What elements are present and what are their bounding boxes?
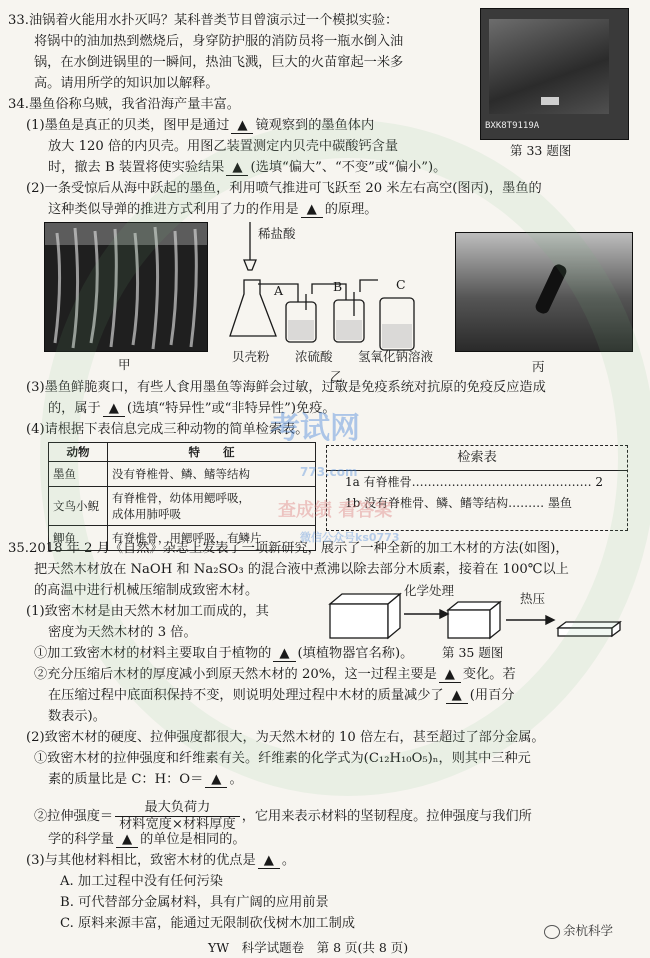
watermark-site: 考试网 xyxy=(270,411,360,446)
q35-option-b: B. 可代替部分金属材料，具有广阔的应用前景 xyxy=(60,895,329,910)
q35-d2-line2 xyxy=(48,829,246,850)
natural-wood-front xyxy=(330,604,388,638)
table-header-animal: 动物 xyxy=(49,443,108,462)
q35-c2-text-c: 在压缩过程中底面积保持不变，则说明处理过程中木材的质量减少了 xyxy=(48,688,444,703)
q34-p1-text-c: 时，撤去 B 装置将使实验结果 xyxy=(48,160,225,175)
q35-p2: (2)致密木材的硬度、拉伸强度都很大，为天然木材的 10 倍左右，甚至超过了部分金属。 xyxy=(26,730,545,745)
fig-yi-hcl-label: 稀盐酸 xyxy=(258,226,296,241)
watermark-wechat: 微信公众号ks0773 xyxy=(300,531,400,544)
q35-d1-text: 素的质量比是 C：H：O＝ xyxy=(48,772,204,787)
q35-p3 xyxy=(26,850,295,871)
fig-jia-label: 甲 xyxy=(118,357,131,372)
answer-blank: ▲ xyxy=(301,203,323,218)
q34-p3-line2 xyxy=(48,398,336,419)
q35-figure-caption: 第 35 题图 xyxy=(442,645,504,660)
q34-heading: 34.墨鱼俗称乌贼，我省沿海产量丰富。 xyxy=(8,97,240,112)
brand-badge xyxy=(544,920,613,941)
answer-blank: ▲ xyxy=(258,854,280,869)
q34-p1-text-a: (1)墨鱼是真正的贝类，图甲是通过 xyxy=(26,118,230,133)
q35-option-a: A. 加工过程中没有任何污染 xyxy=(60,874,223,889)
q35-c2-line1 xyxy=(34,664,516,685)
fig-jia-micrograph xyxy=(44,222,208,352)
q34-p1-text-b: 镜观察到的墨鱼体内 xyxy=(255,118,375,133)
key-line2-text: 1b 没有脊椎骨、鳞、鳍等结构 xyxy=(345,496,509,510)
q35-c2-text-b: 变化。若 xyxy=(462,667,516,682)
page-footer: YW 科学试题卷 第 8 页(共 8 页) xyxy=(208,940,409,955)
wood-process-figure xyxy=(324,590,626,646)
fig-bing-photo xyxy=(455,232,633,352)
q35-option-c: C. 原料来源丰富，能通过无限制砍伐树木加工制成 xyxy=(60,916,355,931)
q34-p1-line1 xyxy=(26,115,374,136)
table-cell-feature: 有脊椎骨，幼体用鳃呼吸， 成体用肺呼吸 xyxy=(108,487,316,526)
q35-p3-text: (3)与其他材料相比，致密木材的优点是 xyxy=(26,853,256,868)
squid-silhouette xyxy=(534,262,569,315)
q35-p1-line1: (1)致密木材是由天然木材加工而成的，其 xyxy=(26,604,269,619)
fig-bing-label: 丙 xyxy=(532,359,545,374)
q35-line2: 把天然木材放在 NaOH 和 Na₂SO₃ 的混合液中煮沸以除去部分木质素，接着在 100℃以上 xyxy=(34,562,569,577)
q35-c2-text-d: (用百分 xyxy=(469,688,515,703)
key-line2 xyxy=(345,493,572,514)
q34-p3-text-b: (选填“特异性”或“非特异性”)免疫。 xyxy=(126,401,336,416)
q35-d2-text-b: 的单位是相同的。 xyxy=(140,832,246,847)
q33-photo-pan xyxy=(541,97,559,105)
q35-p1-line2: 密度为天然木材的 3 倍。 xyxy=(48,625,197,640)
wood-fig-chem-label: 化学处理 xyxy=(404,583,455,598)
q34-p4: (4)请根据下表信息完成三种动物的简单检索表。 xyxy=(26,422,309,437)
q34-p3-text-a: 的，属于 xyxy=(48,401,101,416)
q34-p1-line3 xyxy=(48,157,446,178)
formula-tail: ，它用来表示材料的坚韧程度。拉伸强度与我们所 xyxy=(241,809,532,824)
fig-yi-h2so4-label: 浓硫酸 xyxy=(295,349,333,364)
key-title: 检索表 xyxy=(327,446,627,471)
fig-yi-shell-label: 贝壳粉 xyxy=(232,349,270,364)
formula-lhs: ②拉伸强度＝ xyxy=(34,809,114,824)
animal-feature-table xyxy=(48,442,316,551)
q35-c2-text-a: ②充分压缩后木材的厚度减小到原天然木材的 20%，这一过程主要是 xyxy=(34,667,437,682)
table-row xyxy=(49,487,316,526)
wechat-icon xyxy=(544,925,560,939)
q35-line3: 的高温中进行机械压缩制成致密木材。 xyxy=(34,583,259,598)
watermark-url: 773.com xyxy=(300,465,358,479)
watermark-slogan: 查成绩 看答案 xyxy=(278,500,393,521)
table-cell-animal: 鲫鱼 xyxy=(49,526,108,551)
q34-p1-text-d: (选填“偏大”、“不变”或“偏小”)。 xyxy=(250,160,447,175)
formula-numerator: 最大负荷力 xyxy=(115,800,240,817)
answer-blank: ▲ xyxy=(226,161,248,176)
q35-c2-line2 xyxy=(48,685,515,706)
answer-blank: ▲ xyxy=(231,119,253,134)
q35-d1-line2 xyxy=(48,769,243,790)
table-cell-animal: 文鸟小鲵 xyxy=(49,487,108,526)
key-line2-result: ……… 墨鱼 xyxy=(508,496,572,510)
q33-line2: 将锅中的油加热到燃烧后，身穿防护服的消防员将一瓶水倒入油 xyxy=(34,34,404,49)
q34-p2-line2 xyxy=(48,199,377,220)
q33-photo-stamp: BXK8T9119A xyxy=(485,121,540,131)
q35-c2-line3: 数表示)。 xyxy=(48,709,106,724)
q33-line3: 锅，在水倒进锅里的一瞬间，热油飞溅，巨大的火苗窜起一米多 xyxy=(34,55,404,70)
q34-p2-line1: (2)一条受惊后从海中跃起的墨鱼，利用喷气推进可飞跃至 20 米左右高空(图丙)，墨鱼的 xyxy=(26,181,542,196)
key-line1: 1a 有脊椎骨……………………………………… 2 xyxy=(345,475,604,489)
q33-line4: 高。请用所学的知识加以解释。 xyxy=(34,76,219,91)
fig-yi-naoh-label: 氢氧化钠溶液 xyxy=(358,349,434,364)
answer-blank: ▲ xyxy=(205,773,227,788)
q33-figure-caption: 第 33 题图 xyxy=(510,143,572,158)
q35-p3-end: 。 xyxy=(281,853,296,868)
answer-blank: ▲ xyxy=(273,647,295,662)
q34-p3-line1: (3)墨鱼鲜脆爽口，有些人食用墨鱼等海鲜会过敏，过敏是免疫系统对抗原的免疫反应造成 xyxy=(26,380,546,395)
q33-line1: 33.油锅着火能用水扑灭吗？某科普类节目曾演示过一个模拟实验： xyxy=(8,13,399,28)
answer-blank: ▲ xyxy=(116,833,138,848)
q34-p1-line2: 放大 120 倍的内贝壳。用图乙装置测定内贝壳中碳酸钙含量 xyxy=(48,139,399,154)
table-header-row xyxy=(49,443,316,462)
q35-c1-text-b: (填植物器官名称)。 xyxy=(297,646,414,661)
table-row xyxy=(49,462,316,487)
answer-blank: ▲ xyxy=(103,402,125,417)
brand-name: 余杭科学 xyxy=(563,923,614,938)
table-cell-feature: 有脊椎骨，用鳃呼吸，有鳞片 xyxy=(108,526,316,551)
fig-yi-C-label: C xyxy=(396,277,406,292)
q34-p2-text-b: 的原理。 xyxy=(324,202,378,217)
micrograph-pattern xyxy=(45,223,207,351)
fig-yi-A-label: A xyxy=(274,283,284,298)
q35-line1: 35.2018 年 2 月《自然》杂志上发表了一项新研究，展示了一种全新的加工木材的方法(如图)， xyxy=(8,541,569,556)
q35-d1-line1: ①致密木材的拉伸强度和纤维素有关。纤维素的化学式为(C₁₂H₁₀O₅)ₙ，则其中三种元 xyxy=(34,751,531,766)
answer-blank: ▲ xyxy=(446,689,468,704)
fig-yi-B-label: B xyxy=(333,279,343,294)
dichotomous-key-box xyxy=(326,445,628,531)
q33-photo xyxy=(480,8,629,140)
q35-d1-end: 。 xyxy=(229,772,243,787)
table-cell-feature: 没有脊椎骨、鳞、鳍等结构 xyxy=(108,462,316,487)
table-cell-animal: 墨鱼 xyxy=(49,462,108,487)
q35-d2-text-a: 学的科学量 xyxy=(48,832,114,847)
fig-yi-label: 乙 xyxy=(330,369,343,384)
q35-c1 xyxy=(34,643,413,664)
q34-p2-text-a: 这种类似导弹的推进方式利用了力的作用是 xyxy=(48,202,299,217)
wood-fig-press-label: 热压 xyxy=(520,591,546,606)
q35-c1-text-a: ①加工致密木材的材料主要取自于植物的 xyxy=(34,646,272,661)
answer-blank: ▲ xyxy=(439,668,461,683)
formula-denominator: 材料宽度×材料厚度 xyxy=(119,817,236,832)
table-header-feature: 特 征 xyxy=(108,443,316,462)
